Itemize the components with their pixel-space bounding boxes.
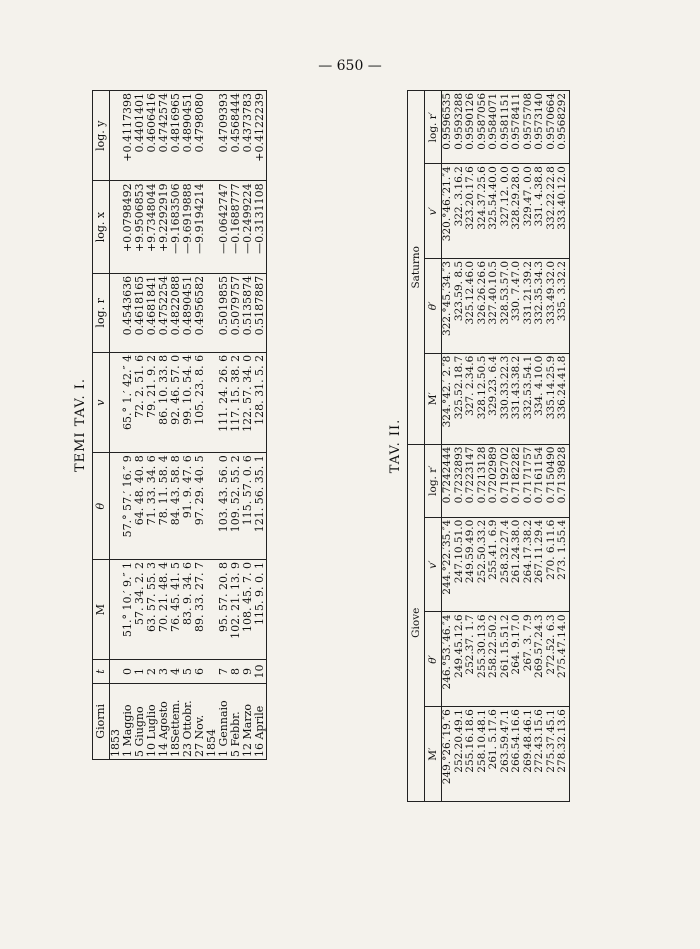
tav2-col-saturno-logr: log. r′ xyxy=(425,91,442,164)
tav2-col-saturno-theta: θ′ xyxy=(425,258,442,353)
tav2-cell: 0.7182282 xyxy=(511,444,523,517)
tav1-cell: +9.2292919 xyxy=(158,181,170,274)
tav1-cell: 0.4890451 xyxy=(182,273,194,352)
tav1-cell: 76. 45. 41. 5 xyxy=(170,559,182,659)
tav1-cell: 5 xyxy=(182,660,194,683)
tav2-cell: 267.11.29.4 xyxy=(534,517,546,612)
tav1-cell: 83. 9. 34. 6 xyxy=(182,559,194,659)
tav1-cell: 84. 43. 58. 8 xyxy=(170,453,182,560)
tav2-cell: 322. 3.16.2 xyxy=(454,164,466,259)
tav1-cell: 111. 24. 26. 6 xyxy=(218,352,230,452)
tav1-cell: 23 Ottobr. xyxy=(182,683,194,759)
tav2-cell: 322.°45.′34.″3 xyxy=(442,258,454,353)
tav1-cell: 78. 11. 58. 4 xyxy=(158,453,170,560)
tav2-cell: 244.°22.′35.″4 xyxy=(442,517,454,612)
tav2-cell: 0.7139828 xyxy=(557,444,569,517)
tav2-cell: 0.9593288 xyxy=(454,91,466,164)
tav1-cell: 71. 33. 34. 6 xyxy=(146,453,158,560)
tav2-cell: 335.14.25.9 xyxy=(546,353,558,444)
tav1-cell: 0.4681841 xyxy=(146,273,158,352)
tav1-cell: 5 Giugno xyxy=(134,683,146,759)
tav1-cell: 65.° 1.′ 42.″ 4 xyxy=(122,352,134,452)
tav2-cell: 0.7202989 xyxy=(488,444,500,517)
tav2-cell: 331.21.39.2 xyxy=(523,258,535,353)
tav2-cell: 330.33.22.3 xyxy=(500,353,512,444)
tav1-rotated xyxy=(70,90,340,760)
tav1-cell: 115. 57. 0. 6 xyxy=(242,453,254,560)
tav1-cell: 102. 21. 13. 9 xyxy=(230,559,242,659)
tav2-row xyxy=(557,91,569,802)
tav2-col-giove-m: M′ xyxy=(425,707,442,802)
page-number: — 650 — xyxy=(318,58,382,74)
tav2-cell: 258.32.27.4 xyxy=(500,517,512,612)
tav2-cell: 332.22.22.8 xyxy=(546,164,558,259)
tav1-cell: 10 Luglio xyxy=(146,683,158,759)
tav2-cell: 272.52. 6.3 xyxy=(546,612,558,707)
tav1-cell: 0 xyxy=(122,660,134,683)
tav2-cell: 327. 2.34.6 xyxy=(465,353,477,444)
tav1-cell: —0.2499224 xyxy=(242,181,254,274)
tav1-cell: 115. 9. 0. 1 xyxy=(254,559,267,659)
tav1-cell: 2 xyxy=(146,660,158,683)
tav2-cell: 324.°42.′ 2.″8 xyxy=(442,353,454,444)
tav2-cell: 263.59.47.1 xyxy=(500,707,512,802)
tav2-cell: 255.30.13.6 xyxy=(477,612,489,707)
tav1-cell: +0.0798492 xyxy=(122,181,134,274)
tav1-cell: 4 xyxy=(170,660,182,683)
tav2-cell: 0.9587056 xyxy=(477,91,489,164)
tav1-cell: 1 xyxy=(134,660,146,683)
tav1-title: TEMI TAV. I. xyxy=(73,377,88,473)
tav1-col-giorni: Giorni xyxy=(93,683,110,759)
tav2-cell: 334. 4.10.0 xyxy=(534,353,546,444)
tav2-cell: 0.9581151 xyxy=(500,91,512,164)
tav1-cell: —9.9194214 xyxy=(194,181,206,274)
tav2-cell: 330. 7.47.0 xyxy=(511,258,523,353)
tav1-cell: 12 Marzo xyxy=(242,683,254,759)
tav2-row xyxy=(465,91,477,802)
tav1-cell: 86. 10. 33. 8 xyxy=(158,352,170,452)
tav1-col-m: M xyxy=(93,559,110,659)
tav1-cell: 10 xyxy=(254,660,267,683)
tav2-cell: 252.37. 1.7 xyxy=(465,612,477,707)
tav1-cell: 117. 15. 38. 2 xyxy=(230,352,242,452)
tav1-cell: —9.1683506 xyxy=(170,181,182,274)
tav2-body xyxy=(442,91,570,802)
tav2-cell: 331.43.38.2 xyxy=(511,353,523,444)
tav2-cell: 269.48.46.1 xyxy=(523,707,535,802)
tav2-cell: 269.57.24.3 xyxy=(534,612,546,707)
tav2-cell: 0.9578411 xyxy=(511,91,523,164)
tav2-cell: 329.47. 0.0 xyxy=(523,164,535,259)
tav1-cell: 99. 10. 54. 4 xyxy=(182,352,194,452)
tav2-cell: 329.23. 6.4 xyxy=(488,353,500,444)
tav2-col-giove-logr: log. r′ xyxy=(425,444,442,517)
tav1-cell: 0.4568444 xyxy=(230,91,242,181)
tav2-cell: 323.59. 8.5 xyxy=(454,258,466,353)
tav1-cell: —9.6919888 xyxy=(182,181,194,274)
tav2-cell: 272.43.15.6 xyxy=(534,707,546,802)
tav2-group-saturno: Saturno xyxy=(408,91,425,445)
tav1-cell: 14 Agosto xyxy=(158,683,170,759)
tav1-cell: 0.4373783 xyxy=(242,91,254,181)
tav2-cell: 261. 5.17.6 xyxy=(488,707,500,802)
tav2-cell: 327.12. 0.0 xyxy=(500,164,512,259)
tav1-cell: 0.5135874 xyxy=(242,273,254,352)
tav2-cell: 0.7192702 xyxy=(500,444,512,517)
tav2-cell: 326.26.26.6 xyxy=(477,258,489,353)
tav2-col-giove-theta: θ′ xyxy=(425,612,442,707)
tav2-col-giove-v: v′ xyxy=(425,517,442,612)
tav2-cell: 335. 3.32.2 xyxy=(557,258,569,353)
tav2-cell: 0.9590126 xyxy=(465,91,477,164)
tav2-cell: 0.7171757 xyxy=(523,444,535,517)
tav1-col-logx: log. x xyxy=(93,181,110,274)
tav1-cell: 63. 57. 55. 3 xyxy=(146,559,158,659)
tav1-cell: 108. 45. 7. 0 xyxy=(242,559,254,659)
tav2-cell: 261.24.38.0 xyxy=(511,517,523,612)
tav2-cell: 0.7213128 xyxy=(477,444,489,517)
tav1-cell: 0.4401401 xyxy=(134,91,146,181)
tav1-cell: 18Settem. xyxy=(170,683,182,759)
tav2-col-saturno-m: M′ xyxy=(425,353,442,444)
tav1-cell: 1853 xyxy=(110,683,123,759)
tav2-cell: 247.10.51.0 xyxy=(454,517,466,612)
tav1-cell: 51.° 10.′ 9.″ 1 xyxy=(122,559,134,659)
tav2-cell: 328.12.50.5 xyxy=(477,353,489,444)
tav2-cell: 0.7242444 xyxy=(442,444,454,517)
tav1-cell: 6 xyxy=(194,660,206,683)
tav1-cell: 3 xyxy=(158,660,170,683)
tav1-cell: 103. 43. 56. 0 xyxy=(218,453,230,560)
tav1-cell: 0.4709393 xyxy=(218,91,230,181)
tav2-cell: 336.24.41.8 xyxy=(557,353,569,444)
tav2-cell: 325.54.40.0 xyxy=(488,164,500,259)
tav1-cell: 79. 21. 9. 2 xyxy=(146,352,158,452)
tav1-cell: 64. 48. 40. 8 xyxy=(134,453,146,560)
tav1-cell: 0.4956582 xyxy=(194,273,206,352)
tav2-cell: 324.37.25.6 xyxy=(477,164,489,259)
tav1-cell: +0.4117398 xyxy=(122,91,134,181)
tav2-cell: 0.7223147 xyxy=(465,444,477,517)
tav2-cell: 275.37.45.1 xyxy=(546,707,558,802)
tav1-cell: 57. 34. 2. 2 xyxy=(134,559,146,659)
tav2-cell: 255.16.18.6 xyxy=(465,707,477,802)
tav1-col-logr: log. r xyxy=(93,273,110,352)
tav2-cell: 270. 6.11.6 xyxy=(546,517,558,612)
tav2-cell: 332.53.54.1 xyxy=(523,353,535,444)
tav1-cell: 0.5187887 xyxy=(254,273,267,352)
tav2-cell: 267. 3. 7.9 xyxy=(523,612,535,707)
tav1-cell: 0.4752254 xyxy=(158,273,170,352)
tav1-cell: 0.4798080 xyxy=(194,91,206,181)
tav1-cell: 5 Febbr. xyxy=(230,683,242,759)
tav1-cell: 97. 29. 40. 5 xyxy=(194,453,206,560)
tav1-cell: 128. 31. 5. 2 xyxy=(254,352,267,452)
tav1-cell: 8 xyxy=(230,660,242,683)
tav2-col-saturno-v: v′ xyxy=(425,164,442,259)
tav1-cell: 0.4543636 xyxy=(122,273,134,352)
tav1-cell: —0.1688777 xyxy=(230,181,242,274)
tav1-cell: 72. 2. 51. 6 xyxy=(134,352,146,452)
tav2-cell: 264. 9.17.0 xyxy=(511,612,523,707)
tav1-col-t: t xyxy=(93,660,110,683)
tav2-group-row xyxy=(408,91,425,802)
tav2-cell: 0.9570664 xyxy=(546,91,558,164)
tav1-cell: 0.4822088 xyxy=(170,273,182,352)
tav2-cell: 264.17.38.2 xyxy=(523,517,535,612)
tav1-cell: 109. 52. 55. 2 xyxy=(230,453,242,560)
tav2-cell: 275.47.14.0 xyxy=(557,612,569,707)
tav1-header-row xyxy=(93,91,110,760)
tav2-cell: 252.50.33.2 xyxy=(477,517,489,612)
tav2-cell: 333.49.32.0 xyxy=(546,258,558,353)
tav2-cell: 258.10.48.1 xyxy=(477,707,489,802)
tav2-cell: 331. 4.38.8 xyxy=(534,164,546,259)
tav2-cell: 0.9575708 xyxy=(523,91,535,164)
tav1-cell: 0.4890451 xyxy=(182,91,194,181)
tav2-cell: 252.20.49.1 xyxy=(454,707,466,802)
tav1-cell: 57.° 57.′ 16.″ 9 xyxy=(122,453,134,560)
tav2-group-giove: Giove xyxy=(408,444,425,801)
tav2-cell: 327.40.10.5 xyxy=(488,258,500,353)
tav2-cell: 325.52.18.7 xyxy=(454,353,466,444)
tav1-cell: +9.9506853 xyxy=(134,181,146,274)
tav2-cell: 255.41. 6.9 xyxy=(488,517,500,612)
tav1-cell: 9 xyxy=(242,660,254,683)
tav1-row xyxy=(194,91,206,760)
tav2-cell: 328.53.57.0 xyxy=(500,258,512,353)
tav2-row xyxy=(511,91,523,802)
tav2-cell: 0.9584071 xyxy=(488,91,500,164)
tav2-table xyxy=(407,90,570,802)
tav2-cell: 258.22.50.2 xyxy=(488,612,500,707)
tav1-cell: 1 Gennaio xyxy=(218,683,230,759)
tav1-cell: 1 Maggio xyxy=(122,683,134,759)
tav1-col-v: v xyxy=(93,352,110,452)
tav2-cell: 0.9596535 xyxy=(442,91,454,164)
tav1-cell: —0.3131108 xyxy=(254,181,267,274)
tav2-cell: 249.45.12.6 xyxy=(454,612,466,707)
tav1-cell: 0.4742574 xyxy=(158,91,170,181)
tav1-table xyxy=(92,90,267,760)
tav1-cell: 0.5079757 xyxy=(230,273,242,352)
tav1-cell: 0.4816965 xyxy=(170,91,182,181)
tav2-cell: 278.32.13.6 xyxy=(557,707,569,802)
tav2-cell: 0.9568292 xyxy=(557,91,569,164)
tav1-cell: 7 xyxy=(218,660,230,683)
tav1-cell: 122. 57. 34. 0 xyxy=(242,352,254,452)
tav2-row xyxy=(442,91,454,802)
tav1-cell: 95. 57. 20. 8 xyxy=(218,559,230,659)
tav2-cell: 333.40.12.0 xyxy=(557,164,569,259)
tav1-cell: 121. 56. 35. 1 xyxy=(254,453,267,560)
tav2-header-row xyxy=(425,91,442,802)
tav2-cell: 328.29.28.0 xyxy=(511,164,523,259)
tav1-col-theta: θ xyxy=(93,453,110,560)
tav2-cell: 0.7150490 xyxy=(546,444,558,517)
tav1-cell: 92. 46. 57. 0 xyxy=(170,352,182,452)
tav1-cell: 105. 23. 8. 6 xyxy=(194,352,206,452)
tav2-cell: 249.°26.′19.″6 xyxy=(442,707,454,802)
tav1-cell: +9.7348044 xyxy=(146,181,158,274)
tav1-body xyxy=(110,91,267,760)
tav2-row xyxy=(488,91,500,802)
tav2-cell: 325.12.46.0 xyxy=(465,258,477,353)
tav2-rotated xyxy=(385,90,675,802)
tav2-cell: 273. 1.55.4 xyxy=(557,517,569,612)
tav1-cell: 1854 xyxy=(206,683,218,759)
tav1-cell: 70. 21. 48. 4 xyxy=(158,559,170,659)
tav2-cell: 323.20.17.6 xyxy=(465,164,477,259)
tav1-cell: 89. 33. 27. 7 xyxy=(194,559,206,659)
tav2-cell: 320.°46.′21.″4 xyxy=(442,164,454,259)
tav1-cell: 27 Nov. xyxy=(194,683,206,759)
tav1-cell: 91. 9. 47. 6 xyxy=(182,453,194,560)
tav1-col-logy: log. y xyxy=(93,91,110,181)
tav1-cell: 0.5019855 xyxy=(218,273,230,352)
tav2-cell: 249.59.49.0 xyxy=(465,517,477,612)
tav2-cell: 0.7161154 xyxy=(534,444,546,517)
tav2-cell: 332.35.34.3 xyxy=(534,258,546,353)
tav1-cell: 0.4618165 xyxy=(134,273,146,352)
tav2-cell: 266.54.16.6 xyxy=(511,707,523,802)
tav1-row xyxy=(254,91,267,760)
tav1-cell: —0.0642747 xyxy=(218,181,230,274)
tav1-cell: 0.4606416 xyxy=(146,91,158,181)
tav2-cell: 246.°53.′46.″4 xyxy=(442,612,454,707)
tav2-cell: 261.15.51.2 xyxy=(500,612,512,707)
tav1-cell: 16 Aprile xyxy=(254,683,267,759)
tav2-row xyxy=(534,91,546,802)
tav2-cell: 0.9573140 xyxy=(534,91,546,164)
tav1-cell: +0.4122239 xyxy=(254,91,267,181)
tav2-title: TAV. II. xyxy=(388,418,403,474)
tav2-cell: 0.7232893 xyxy=(454,444,466,517)
